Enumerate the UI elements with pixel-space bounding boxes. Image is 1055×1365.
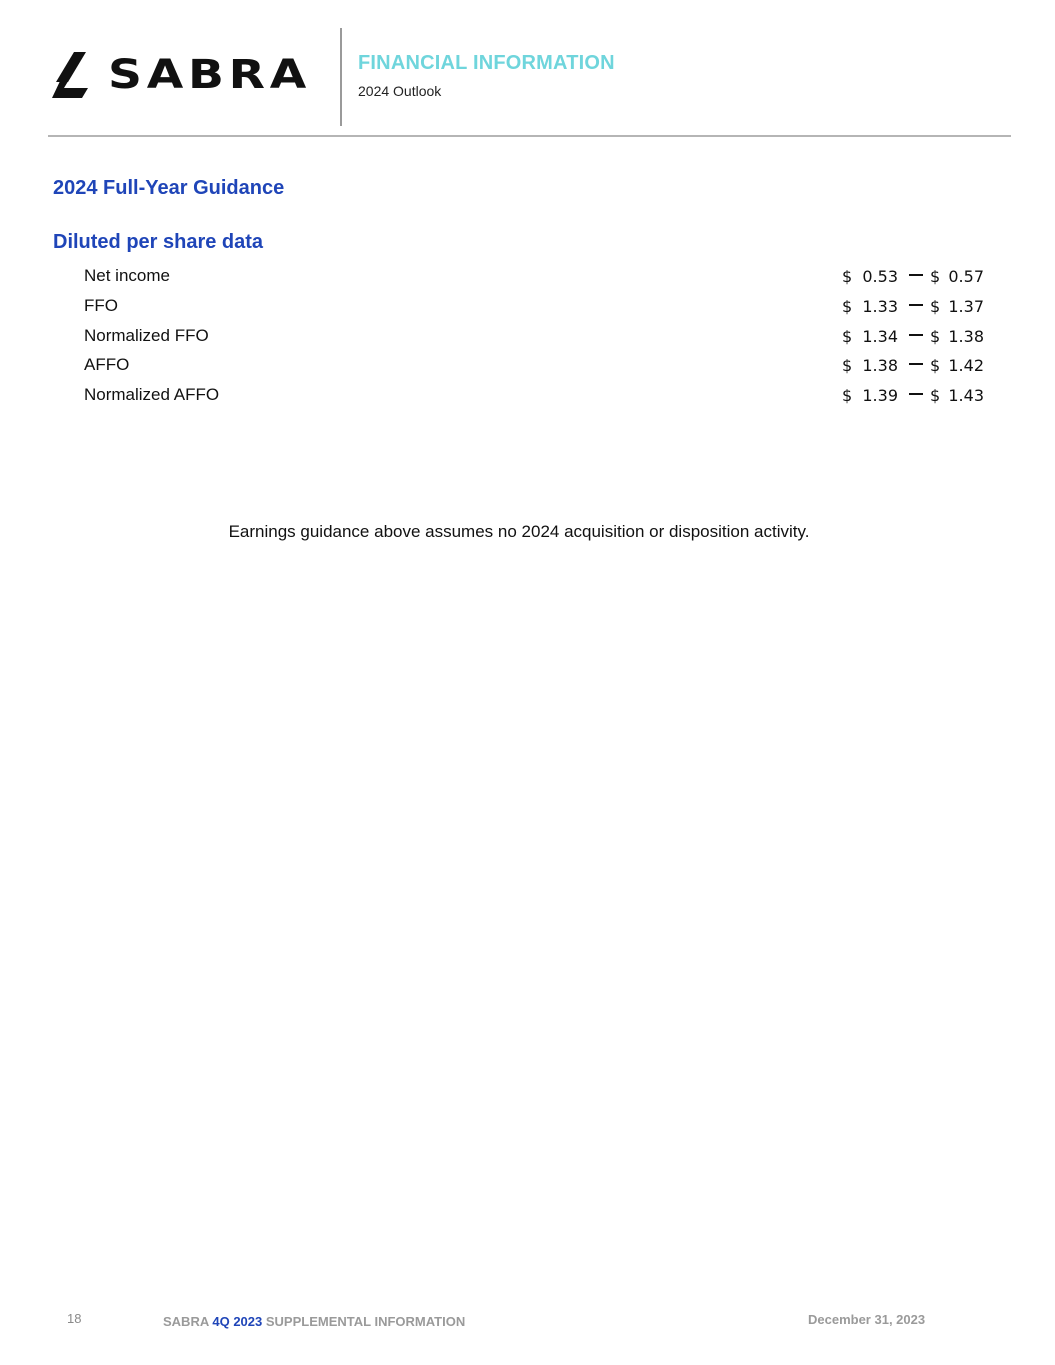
section-title: FINANCIAL INFORMATION	[358, 52, 615, 74]
low-value: 1.38	[862, 356, 898, 376]
range-dash	[909, 393, 923, 395]
section-subtitle: 2024 Outlook	[358, 83, 442, 99]
row-label: Normalized FFO	[84, 325, 209, 345]
header-divider	[340, 28, 342, 126]
high-value: 1.43	[948, 386, 984, 406]
low-value: 0.53	[862, 267, 898, 286]
range-dash	[909, 363, 923, 365]
row-label: AFFO	[84, 355, 130, 375]
table-row	[84, 262, 984, 292]
currency-symbol: $	[930, 267, 941, 286]
page-number: 18	[67, 1311, 82, 1326]
row-label: Normalized AFFO	[84, 385, 220, 405]
currency-symbol: $	[842, 356, 853, 376]
sabra-logo	[52, 52, 311, 98]
guidance-note: Earnings guidance above assumes no 2024 acquisition or disposition activity.	[228, 522, 810, 541]
table-row	[84, 351, 984, 381]
high-value: 1.37	[948, 296, 984, 316]
guidance-title: 2024 Full-Year Guidance	[53, 177, 285, 199]
currency-symbol: $	[842, 267, 853, 286]
range-dash	[909, 334, 923, 336]
logo-wordmark: SABRA	[108, 52, 311, 98]
footer-date: December 31, 2023	[808, 1312, 926, 1327]
range-dash	[909, 274, 923, 276]
footer-brand: SABRA	[163, 1314, 209, 1329]
footer-title	[163, 1314, 465, 1329]
row-label: Net income	[84, 266, 170, 285]
row-label: FFO	[84, 295, 118, 315]
currency-symbol: $	[930, 296, 941, 316]
low-value: 1.34	[862, 326, 898, 346]
page-header	[0, 0, 1055, 137]
currency-symbol: $	[842, 386, 853, 406]
range-dash	[909, 304, 923, 306]
high-value: 0.57	[948, 267, 984, 286]
currency-symbol: $	[930, 356, 941, 376]
currency-symbol: $	[842, 326, 853, 346]
guidance-table	[84, 262, 984, 411]
high-value: 1.38	[948, 326, 984, 346]
high-value: 1.42	[948, 356, 984, 376]
footer-period: 4Q 2023	[212, 1314, 263, 1329]
table-row	[84, 381, 984, 411]
currency-symbol: $	[842, 296, 853, 316]
currency-symbol: $	[930, 326, 941, 346]
sabra-logo-icon	[52, 52, 102, 98]
footer-label: SUPPLEMENTAL INFORMATION	[265, 1314, 466, 1329]
low-value: 1.39	[862, 386, 898, 406]
table-row	[84, 292, 984, 322]
header-rule	[48, 135, 1011, 137]
per-share-subtitle: Diluted per share data	[53, 231, 264, 253]
currency-symbol: $	[930, 386, 941, 406]
table-row	[84, 322, 984, 352]
low-value: 1.33	[862, 296, 898, 316]
